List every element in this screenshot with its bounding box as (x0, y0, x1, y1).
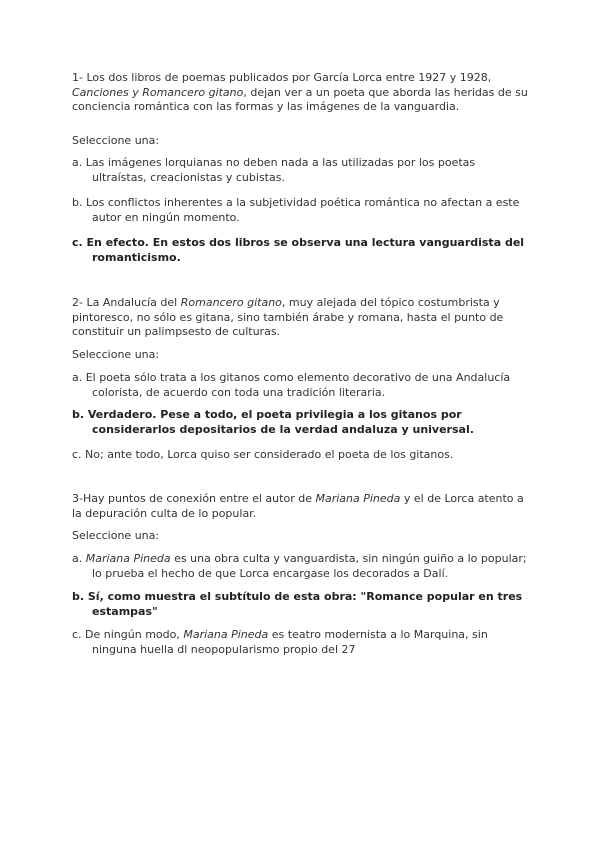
question-1-option-a[interactable]: a. Las imágenes lorquianas no deben nada a las utilizadas por los poetas ultraístas, creacionistas y cubistas. (72, 156, 476, 184)
question-1-stem: 1- Los dos libros de poemas publicados por García Lorca entre 1927 y 1928, Canciones y Romancero gitano, dejan ver a un poeta que aborda las heridas de su conciencia romántica con las formas y las imágenes de la vanguardia. (72, 71, 528, 113)
question-1-option-c[interactable]: c. En efecto. En estos dos libros se observa una lectura vanguardista del romanticismo. (72, 236, 525, 264)
question-2 (72, 296, 532, 340)
question-3-stem: 3-Hay puntos de conexión entre el autor de Mariana Pineda y el de Lorca atento a la depuración culta de lo popular. (72, 492, 524, 520)
question-2-option-c[interactable]: c. No; ante todo, Lorca quiso ser considerado el poeta de los gitanos. (72, 448, 454, 461)
question-1-prompt: Seleccione una: (72, 134, 160, 147)
question-2-stem: 2- La Andalucía del Romancero gitano, muy alejada del tópico costumbrista y pintoresco, no sólo es gitana, sino también árabe y romana, hasta el punto de constituir un palimpsesto de culturas. (72, 296, 504, 338)
question-1 (72, 71, 532, 115)
question-1-options (72, 156, 532, 274)
question-2-option-b[interactable]: b. Verdadero. Pese a todo, el poeta privilegia a los gitanos por considerarlos depositarios de la verdad andaluza y universal. (72, 408, 474, 436)
question-3-options (72, 552, 532, 666)
question-3-option-a[interactable]: a. Mariana Pineda es una obra culta y vanguardista, sin ningún guiño a lo popular; lo prueba el hecho de que Lorca encargase los decorados a Dalí. (72, 552, 527, 580)
question-2-options (72, 371, 532, 472)
question-3-option-c[interactable]: c. De ningún modo, Mariana Pineda es teatro modernista a lo Marquina, sin ninguna huella dl neopopularismo propio del 27 (72, 628, 488, 656)
question-3-option-b[interactable]: b. Sí, como muestra el subtítulo de esta obra: "Romance popular en tres estampas" (72, 590, 523, 618)
question-2-option-a[interactable]: a. El poeta sólo trata a los gitanos como elemento decorativo de una Andalucía colorista, de acuerdo con toda una tradición literaria. (72, 371, 511, 399)
question-1-option-b[interactable]: b. Los conflictos inherentes a la subjetividad poética romántica no afectan a este autor en ningún momento. (72, 196, 520, 224)
question-2-prompt: Seleccione una: (72, 348, 160, 361)
question-3-prompt: Seleccione una: (72, 529, 160, 542)
question-3 (72, 492, 532, 521)
